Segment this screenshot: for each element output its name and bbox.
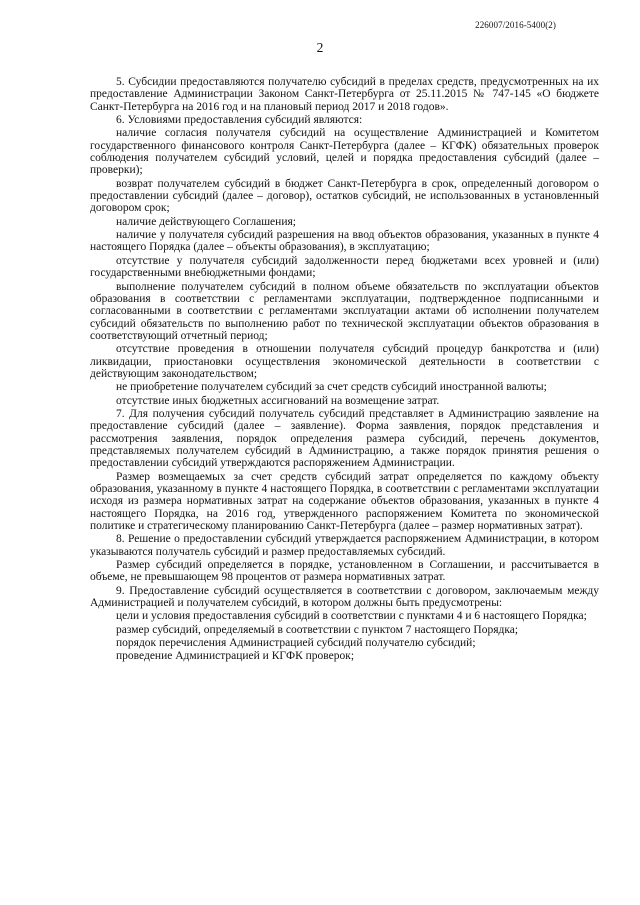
paragraph-contract-inspections: проведение Администрацией и КГФК проверок;	[116, 650, 355, 663]
paragraph-contract-goals: цели и условия предоставления субсидий в соответствии с пунктами 4 и 6 настоящего Порядка;	[116, 610, 587, 623]
paragraph-condition-no-debt: отсутствие у получателя субсидий задолженности перед бюджетами всех уровней и (или) государственными внебюджетными фондами;	[90, 254, 599, 280]
paragraph-contract-transfer: порядок перечисления Администрацией субсидий получателю субсидий;	[116, 637, 476, 650]
document-body	[90, 76, 599, 668]
paragraph-condition-no-currency: не приобретение получателем субсидий за счет средств субсидий иностранной валюты;	[116, 381, 547, 394]
paragraph-condition-permit: наличие у получателя субсидий разрешения на ввод объектов образования, указанных в пункте 4 настоящего Порядка (далее – объекты образования), в эксплуатацию;	[90, 229, 599, 254]
paragraph-clause-6-intro: 6. Условиями предоставления субсидий являются:	[116, 114, 363, 127]
paragraph-condition-obligations: выполнение получателем субсидий в полном объеме обязательств по эксплуатации объектов образования в соответствии с регламентами эксплуатации, подтвержденное подписанными и согласованными в соответствии с регламентами эксплуатации актами об исполнении получателем субсидий обязательств по выполнению работ по технической эксплуатации объектов образования в соответствующий отчетный период;	[90, 280, 599, 342]
paragraph-contract-size: размер субсидий, определяемый в соответствии с пунктом 7 настоящего Порядка;	[116, 623, 519, 636]
page-bottom-spacer	[90, 664, 599, 668]
paragraph-condition-return: возврат получателем субсидий в бюджет Санкт-Петербурга в срок, определенный договором о предоставлении субсидий (далее – договор), остатков субсидий, не использованных в установленный договором срок;	[90, 177, 599, 215]
paragraph-condition-consent: наличие согласия получателя субсидий на осуществление Администрацией и Комитетом государственного финансового контроля Санкт-Петербурга (далее – КГФК) обязательных проверок соблюдения получателем субсидий условий, целей и порядка предоставления субсидий (далее – проверки);	[90, 127, 599, 177]
paragraph-condition-no-other-funds: отсутствие иных бюджетных ассигнований на возмещение затрат.	[116, 394, 440, 407]
paragraph-clause-7-amount: Размер возмещаемых за счет средств субсидий затрат определяется по каждому объекту образования, указанному в пункте 4 настоящего Порядка, в соответствии с регламентами эксплуатации исходя из размера нормативных затрат на содержание объектов образования, указанных в пункте 4 настоящего Порядка, на 2016 год, утвержденного распоряжением Комитета по экономической политике и стратегическому планированию Санкт-Петербурга (далее – размер нормативных затрат).	[90, 470, 599, 533]
paragraph-clause-7: 7. Для получения субсидий получатель субсидий представляет в Администрацию заявление на предоставление субсидий (далее – заявление). Форма заявления, порядок представления и рассмотрения заявления, порядок определения размера субсидий, перечень документов, представляемых получателем субсидий в Администрацию, а также порядок принятия решения о предоставлении субсидий утверждаются распоряжением Администрации.	[90, 407, 599, 470]
page-number: 2	[316, 40, 324, 55]
paragraph-clause-5: 5. Субсидии предоставляются получателю субсидий в пределах средств, предусмотренных на их предоставление Администрации Законом Санкт-Петербурга от 25.11.2015 № 747-145 «О бюджете Санкт-Петербурга на 2016 год и на плановый период 2017 и 2018 годов».	[90, 76, 599, 113]
paragraph-condition-no-bankruptcy: отсутствие проведения в отношении получателя субсидий процедур банкротства и (или) ликвидации, приостановки осуществления экономической деятельности в соответствии с действующим законодательством;	[90, 343, 599, 380]
paragraph-condition-agreement: наличие действующего Соглашения;	[116, 215, 296, 228]
paragraph-clause-8: 8. Решение о предоставлении субсидий утверждается распоряжением Администрации, в котором указываются получатель субсидий и размер предоставляемых субсидий.	[90, 533, 599, 558]
document-registration-number: 226007/2016-5400(2)	[475, 20, 556, 30]
paragraph-clause-8-size: Размер субсидий определяется в порядке, установленном в Соглашении, и рассчитывается в объеме, не превышающем 98 процентов от размера нормативных затрат.	[90, 559, 599, 584]
paragraph-clause-9: 9. Предоставление субсидий осуществляется в соответствии с договором, заключаемым между Администрацией и получателем субсидий, в котором должны быть предусмотрены:	[90, 584, 599, 610]
